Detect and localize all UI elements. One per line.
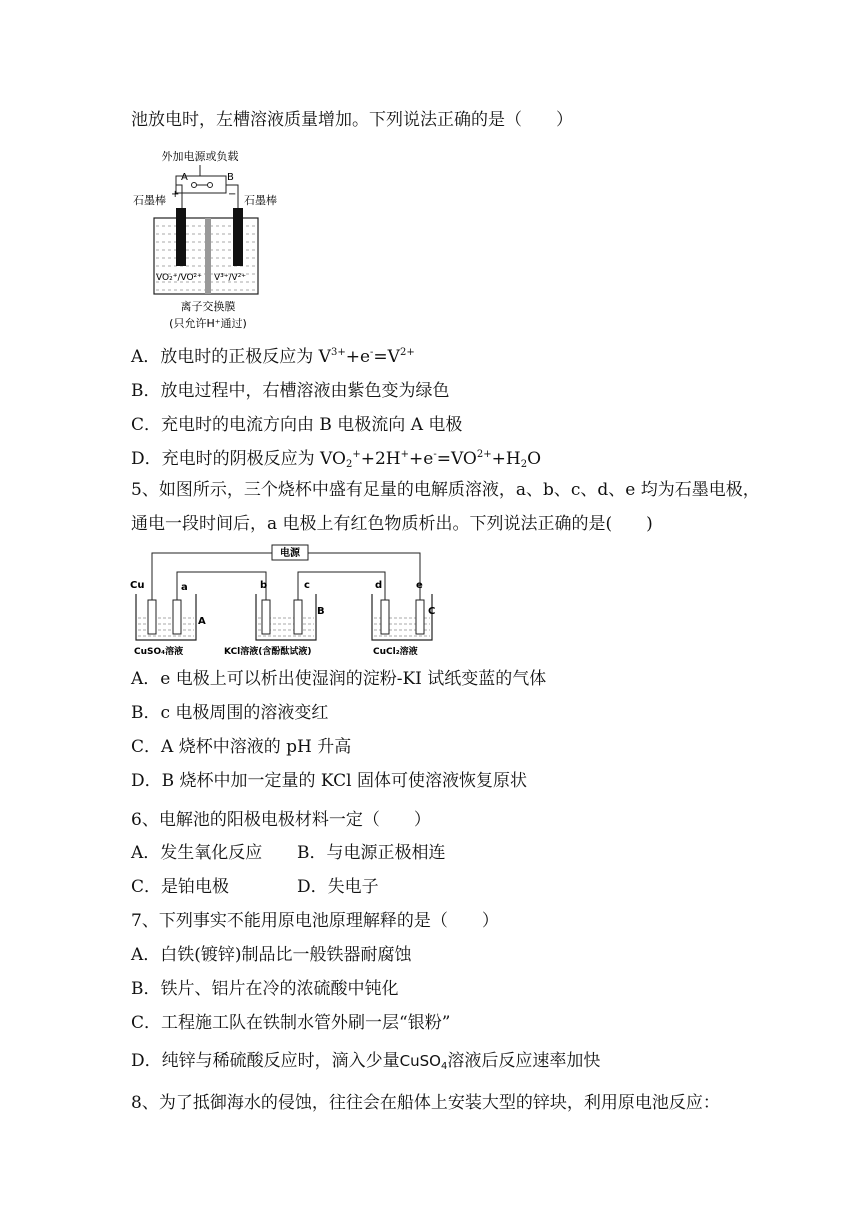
right-graphite-rod (233, 208, 243, 266)
electrolysis-beakers-figure (128, 542, 458, 660)
q5-option-a: A．e 电极上可以析出使湿润的淀粉-KI 试纸变蓝的气体 (131, 669, 547, 689)
power-label (162, 149, 239, 163)
q4-option-b: B．放电过程中，右槽溶液由紫色变为绿色 (131, 381, 450, 401)
terminal-b-label: B (227, 172, 234, 183)
q5-option-d: D．B 烧杯中加一定量的 KCl 固体可使溶液恢复原状 (131, 771, 528, 791)
left-solution-label: VO₂⁺/VO²⁺ (156, 273, 202, 283)
q7-option-b: B．铁片、铝片在冷的浓硫酸中钝化 (131, 979, 399, 999)
q6-option-c: C．是铂电极 (131, 877, 230, 897)
plus-sign: + (171, 189, 180, 200)
cuso4-solution-label: CuSO₄溶液 (134, 647, 184, 657)
electrode-d-label: d (375, 580, 383, 591)
beaker-c (372, 594, 432, 640)
cuso4-formula: CuSO$_4$ (399, 1052, 448, 1072)
beaker-b (256, 594, 316, 640)
q6-option-b: B．与电源正极相连 (297, 843, 446, 863)
svg-text:外加电源或负载: 外加电源或负载 (161, 150, 239, 163)
terminal-a-label: A (181, 172, 188, 183)
cucl2-solution-label: CuCl₂溶液 (373, 647, 418, 657)
q6-options-row-2 (131, 876, 379, 898)
beaker-a (136, 594, 196, 640)
beaker-a-label: A (198, 616, 206, 627)
right-solution-label: V³⁺/V²⁺ (214, 273, 247, 283)
q5-option-b: B．c 电极周围的溶液变红 (131, 703, 329, 723)
right-rod-label: 石墨棒 (244, 194, 277, 207)
power-label: 电源 (280, 548, 300, 559)
kcl-solution-label: KCl溶液(含酚酞试液) (224, 647, 312, 657)
q4-option-d: D．充电时的阴极反应为 $VO_2^++2H^++e^-=VO^{2+}+H_2O$ (131, 449, 542, 470)
electrode-b-label: b (260, 580, 268, 591)
minus-sign: − (228, 189, 237, 200)
ion-exchange-membrane (205, 218, 211, 294)
q5-option-c: C．A 烧杯中溶液的 pH 升高 (131, 737, 352, 757)
beaker-c-label: C (428, 606, 436, 617)
left-rod-label: 石墨棒 (133, 194, 166, 207)
q6-option-a: A．发生氧化反应 (131, 843, 263, 863)
q4-option-c: C．充电时的电流方向由 B 电极流向 A 电极 (131, 415, 463, 435)
q6-option-d: D．失电子 (297, 877, 379, 897)
q8-stem: 8、为了抵御海水的侵蚀，往往会在船体上安装大型的锌块，利用原电池反应： (131, 1093, 720, 1113)
electrode-a-label: a (181, 582, 188, 593)
q7-option-a: A．白铁(镀锌)制品比一般铁器耐腐蚀 (131, 945, 412, 965)
flow-battery-figure (128, 140, 288, 338)
electrode-e-label: e (416, 580, 423, 591)
beaker-b-label: B (317, 606, 325, 617)
electrode-c-label: c (304, 580, 310, 591)
q7-option-d: D．纯锌与稀硫酸反应时，滴入少量CuSO$_4$溶液后反应速率加快 (131, 1051, 601, 1072)
cu-label: Cu (130, 580, 145, 591)
membrane-note: (只允许H⁺通过) (169, 317, 247, 330)
q6-options-row-1 (131, 842, 446, 864)
q6-stem: 6、电解池的阳极电极材料一定（ ） (131, 810, 431, 830)
q5-stem-line-1: 5、如图所示，三个烧杯中盛有足量的电解质溶液，a、b、c、d、e 均为石墨电极， (131, 480, 760, 500)
intro-line: 池放电时，左槽溶液质量增加。下列说法正确的是（ ） (131, 110, 573, 130)
membrane-label: 离子交换膜 (180, 300, 236, 313)
q4-option-a: A．放电时的正极反应为 $V^{3+}+e^-=V^{2+}$ (131, 347, 415, 367)
left-graphite-rod (176, 208, 186, 266)
q5-stem-line-2: 通电一段时间后，a 电极上有红色物质析出。下列说法正确的是( ) (131, 514, 653, 534)
q7-stem: 7、下列事实不能用原电池原理解释的是（ ） (131, 911, 499, 931)
q7-option-c: C．工程施工队在铁制水管外刷一层“银粉” (131, 1013, 451, 1033)
